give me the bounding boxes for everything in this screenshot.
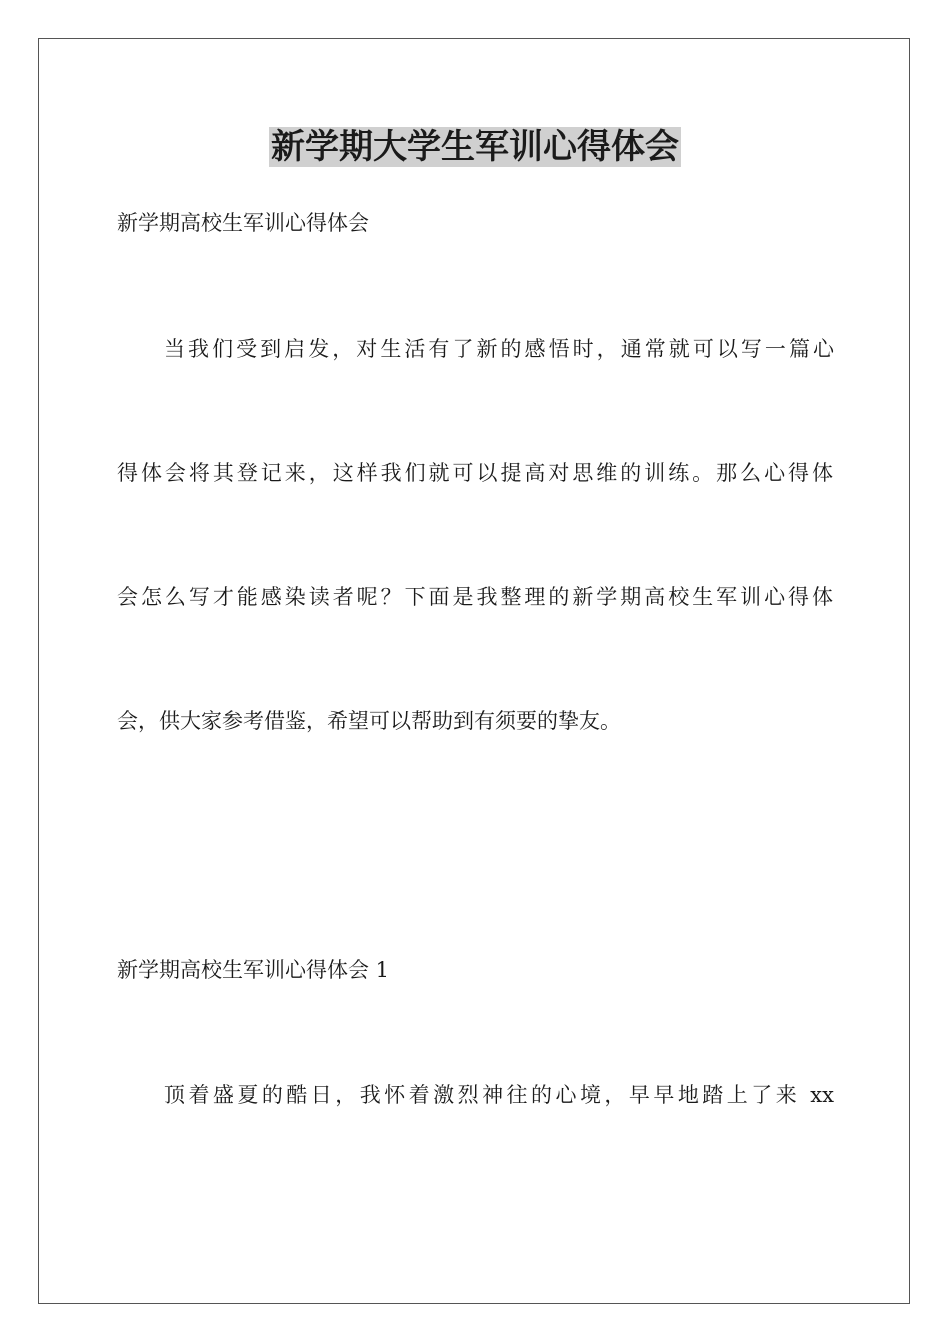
- document-subtitle: 新学期高校生军训心得体会: [117, 211, 369, 235]
- intro-paragraph-line-2: 得体会将其登记来，这样我们就可以提高对思维的训练。那么心得体: [117, 461, 833, 485]
- intro-paragraph-line-3: 会怎么写才能感染读者呢？下面是我整理的新学期高校生军训心得体: [117, 585, 833, 609]
- section-heading: 新学期高校生军训心得体会 1: [117, 958, 390, 982]
- document-title-text: 新学期大学生军训心得体会: [271, 127, 679, 167]
- document-title: [0, 122, 950, 172]
- intro-paragraph-line-4: 会，供大家参考借鉴，希望可以帮助到有须要的挚友。: [117, 709, 621, 733]
- section-paragraph-line-1: 顶着盛夏的酷日，我怀着激烈神往的心境，早早地踏上了来 xx: [164, 1083, 834, 1107]
- intro-paragraph-line-1: 当我们受到启发，对生活有了新的感悟时，通常就可以写一篇心: [164, 337, 834, 361]
